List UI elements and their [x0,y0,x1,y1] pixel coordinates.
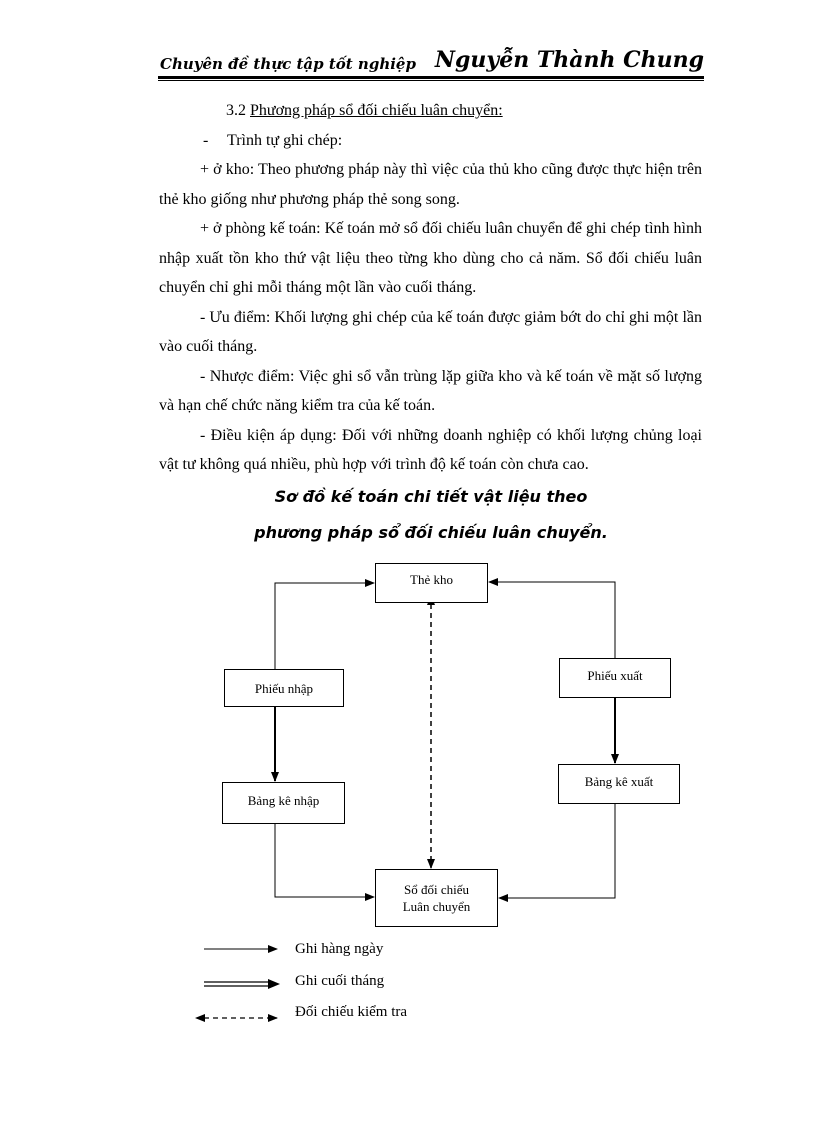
box-so-doi-chieu [375,869,498,927]
connector-bang-ke-xuat-to-so-doi-chieu [499,804,615,898]
box-bang-ke-xuat [558,764,680,804]
paragraph-warehouse: + ở kho: Theo phương pháp này thì việc của thủ kho cũng được thực hiện trên thẻ kho giống như phương pháp thẻ song song. [159,161,702,208]
box-phieu-xuat [559,658,671,698]
box-phieu-nhap [224,669,344,707]
box-bang-ke-nhap-label: Bảng kê nhập [247,793,320,808]
connector-phieu-nhap-to-the-kho [275,583,374,670]
diagram-title-line2: phương pháp sổ đối chiếu luân chuyển. [254,523,608,542]
connector-phieu-xuat-to-the-kho [489,582,615,658]
paragraph-disadvantages: - Nhược điểm: Việc ghi sổ vẫn trùng lặp giữa kho và kế toán về mặt số lượng và hạn chế chức năng kiểm tra của kế toán. [159,367,702,414]
section-number: 3.2 [226,102,246,119]
paragraph-advantages: - Ưu điểm: Khối lượng ghi chép của kế toán được giảm bớt do chỉ ghi một lần vào cuối tháng. [159,308,702,355]
legend-label-month-end: Ghi cuối tháng [295,973,385,989]
paragraph-procedure-text: Trình tự ghi chép: [227,131,343,149]
paragraph-accounting-dept: + ở phòng kế toán: Kế toán mở sổ đối chiếu luân chuyển để ghi chép tình hình nhập xuất tồn kho thứ vật liệu theo từng kho dùng cho cả năm. Sổ đối chiếu luân chuyển chỉ ghi mỗi tháng một lần vào cuối tháng. [159,220,702,296]
list-dash: - [203,131,209,149]
box-the-kho-label: Thẻ kho [410,572,453,587]
box-so-doi-chieu-line2: Luân chuyển [402,899,471,914]
box-the-kho [375,563,488,603]
legend-label-reconcile: Đối chiếu kiểm tra [295,1004,408,1020]
box-so-doi-chieu-line1: Sổ đối chiếu [404,882,469,897]
section-title: Phương pháp sổ đối chiếu luân chuyển: [250,102,503,119]
header-document-title: Chuyên đề thực tập tốt nghiệp [160,55,416,73]
paragraph-conditions: - Điều kiện áp dụng: Đối với những doanh nghiệp có khối lượng chủng loại vật tư không quá nhiều, phù hợp với trình độ kế toán còn chưa cao. [159,426,702,473]
header-author-name: Nguyễn Thành Chung [434,47,704,73]
diagram-title-line1: Sơ đồ kế toán chi tiết vật liệu theo [274,487,588,506]
box-phieu-xuat-label: Phiếu xuất [587,668,643,683]
box-phieu-nhap-label: Phiếu nhập [254,680,314,696]
connector-bang-ke-nhap-to-so-doi-chieu [275,823,374,897]
box-bang-ke-xuat-label: Bảng kê xuất [584,774,654,789]
box-bang-ke-nhap [222,782,345,824]
legend-arrowhead-month-end [268,979,280,989]
legend-label-daily: Ghi hàng ngày [295,941,384,957]
